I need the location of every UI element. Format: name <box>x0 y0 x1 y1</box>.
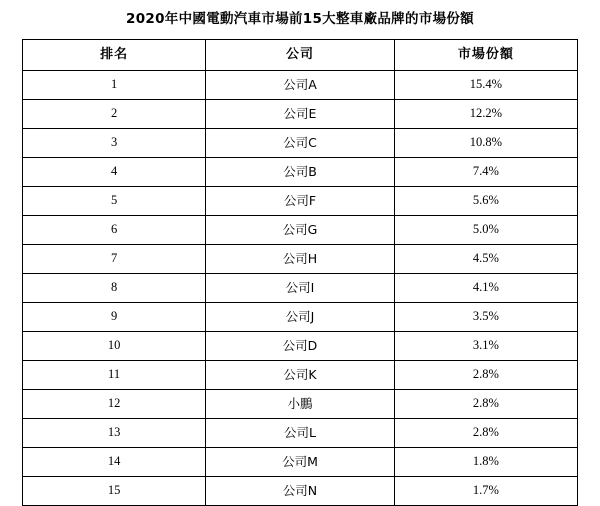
table-header <box>23 40 578 71</box>
table-row <box>23 216 578 245</box>
table-row <box>23 245 578 274</box>
table-row <box>23 303 578 332</box>
table-row <box>23 129 578 158</box>
table-row <box>23 448 578 477</box>
column-header-company: 公司 <box>206 40 395 71</box>
cell-rank: 2 <box>23 100 206 129</box>
cell-company: 公司D <box>206 332 395 361</box>
table-row <box>23 419 578 448</box>
cell-share: 4.5% <box>394 245 577 274</box>
cell-company: 小鵬 <box>206 390 395 419</box>
table-body <box>23 71 578 506</box>
table-row <box>23 477 578 506</box>
cell-company: 公司A <box>206 71 395 100</box>
cell-company: 公司H <box>206 245 395 274</box>
cell-share: 7.4% <box>394 158 577 187</box>
table-row <box>23 187 578 216</box>
cell-share: 2.8% <box>394 419 577 448</box>
cell-share: 15.4% <box>394 71 577 100</box>
cell-company: 公司L <box>206 419 395 448</box>
cell-company: 公司K <box>206 361 395 390</box>
cell-rank: 11 <box>23 361 206 390</box>
cell-share: 2.8% <box>394 361 577 390</box>
cell-rank: 14 <box>23 448 206 477</box>
cell-share: 1.8% <box>394 448 577 477</box>
table-row <box>23 361 578 390</box>
cell-company: 公司M <box>206 448 395 477</box>
cell-company: 公司E <box>206 100 395 129</box>
cell-company: 公司C <box>206 129 395 158</box>
cell-company: 公司G <box>206 216 395 245</box>
cell-share: 3.5% <box>394 303 577 332</box>
cell-rank: 5 <box>23 187 206 216</box>
page-title: 2020年中國電動汽車市場前15大整車廠品牌的市場份額 <box>126 11 474 27</box>
cell-share: 5.6% <box>394 187 577 216</box>
cell-company: 公司I <box>206 274 395 303</box>
cell-rank: 12 <box>23 390 206 419</box>
cell-share: 10.8% <box>394 129 577 158</box>
cell-rank: 15 <box>23 477 206 506</box>
cell-rank: 13 <box>23 419 206 448</box>
table-header-row <box>23 40 578 71</box>
cell-rank: 10 <box>23 332 206 361</box>
market-share-table <box>22 39 578 506</box>
cell-company: 公司B <box>206 158 395 187</box>
table-row <box>23 158 578 187</box>
column-header-share: 市場份額 <box>394 40 577 71</box>
cell-rank: 1 <box>23 71 206 100</box>
table-row <box>23 332 578 361</box>
cell-rank: 8 <box>23 274 206 303</box>
table-row <box>23 71 578 100</box>
table-row <box>23 100 578 129</box>
cell-company: 公司F <box>206 187 395 216</box>
cell-company: 公司N <box>206 477 395 506</box>
cell-rank: 9 <box>23 303 206 332</box>
cell-share: 2.8% <box>394 390 577 419</box>
cell-share: 3.1% <box>394 332 577 361</box>
cell-rank: 4 <box>23 158 206 187</box>
table-row <box>23 274 578 303</box>
table-row <box>23 390 578 419</box>
cell-rank: 7 <box>23 245 206 274</box>
cell-share: 1.7% <box>394 477 577 506</box>
cell-share: 12.2% <box>394 100 577 129</box>
column-header-rank: 排名 <box>23 40 206 71</box>
cell-share: 4.1% <box>394 274 577 303</box>
cell-share: 5.0% <box>394 216 577 245</box>
table-container <box>0 39 600 506</box>
cell-rank: 6 <box>23 216 206 245</box>
cell-company: 公司J <box>206 303 395 332</box>
cell-rank: 3 <box>23 129 206 158</box>
